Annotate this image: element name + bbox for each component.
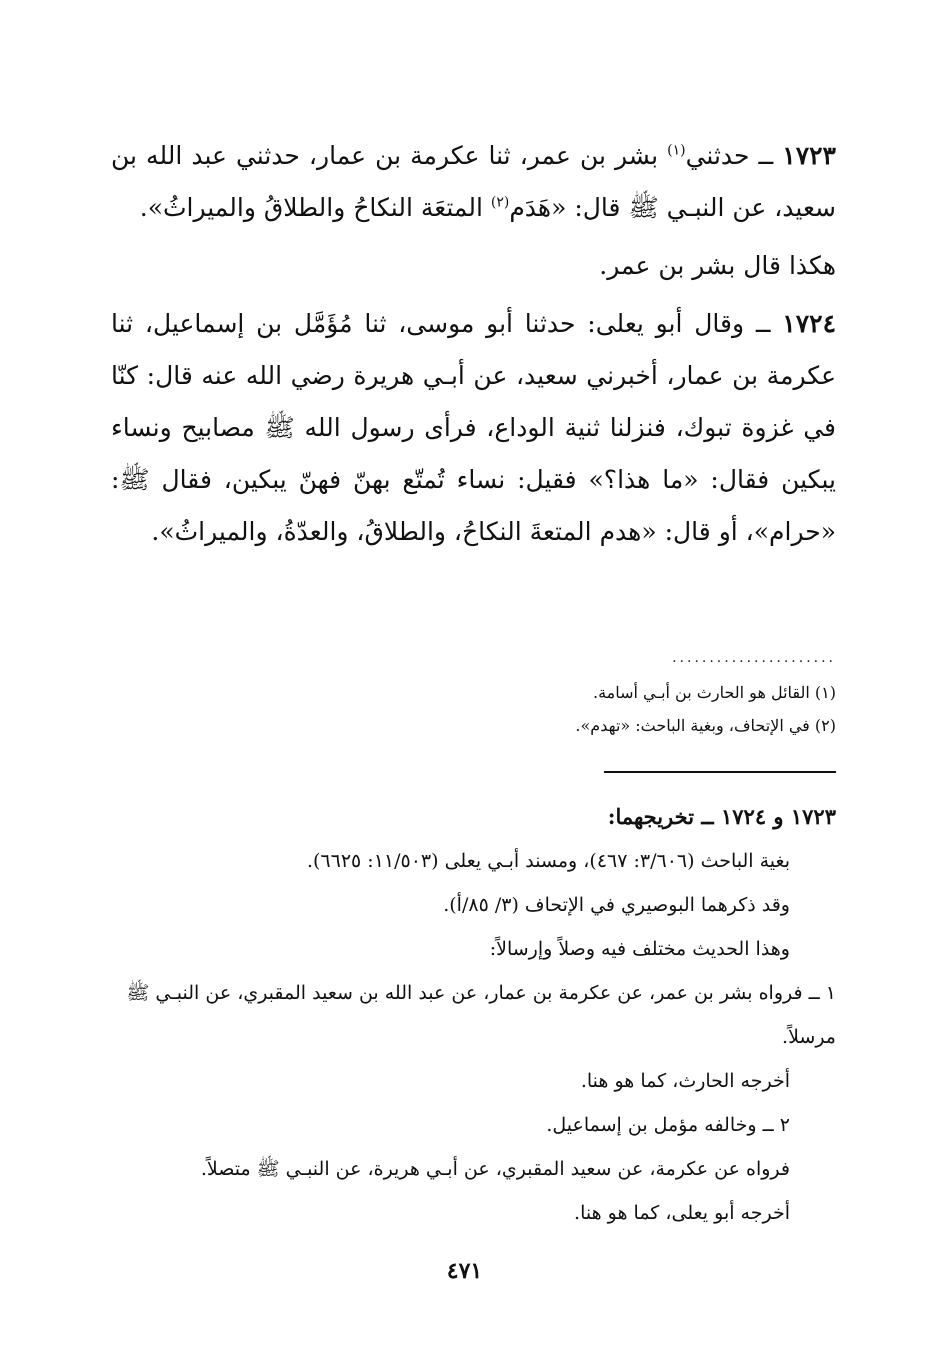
hadith-text: ــ وقال أبو يعلى: حدثنا أبو موسى، ثنا مُؤَمَّل بن إسماعيل، ثنا عكرمة بن عمار، أخبرني سعيد، عن أبـي هريرة رضي الله عنه قال: كنّا في غزوة تبوك، فنزلنا ثنية الوداع، فرأى رسول الله ﷺ مصابيح ونساء يبكين فقال: «ما هذا؟» فقيل: نساء تُمتّع بهنّ فهنّ يبكين، فقال ﷺ: «حرام»، أو قال: «هدم المتعةَ النكاحُ، والطلاقُ، والعدّةُ، والميراثُ». [111, 309, 836, 546]
takhrij-line: بغية الباحث (٣/٦٠٦: ٤٦٧)، ومسند أبـي يعلى (١١/٥٠٣: ٦٦٢٥). [306, 850, 790, 872]
hadith-text: المتعَة النكاحُ والطلاقُ والميراثُ». [139, 193, 491, 222]
takhrij-item: ١ ــ فرواه بشر بن عمر، عن عكرمة بن عمار، عن عبد الله بن سعيد المقبري، عن النبـي ﷺ مرسلاً. [126, 982, 836, 1048]
footnote: (١) القائل هو الحارث بن أبـي أسامة. [593, 683, 836, 702]
takhrij-line: وقد ذكرهما البوصيري في الإتحاف (٣/ ٨٥/أ). [443, 894, 790, 916]
hadith-text: ــ حدثني [685, 141, 783, 170]
hadith-number: ١٧٢٣ [782, 141, 836, 170]
takhrij-item: ٢ ــ وخالفه مؤمل بن إسماعيل. [546, 1114, 790, 1136]
takhrij-section [101, 795, 836, 1235]
takhrij-line: وهذا الحديث مختلف فيه وصلاً وإرسالاً: [489, 938, 790, 960]
takhrij-title: ١٧٢٣ و ١٧٢٤ ــ تخريجهما: [607, 804, 836, 829]
footnote-ref: (١) [667, 142, 686, 159]
main-text [111, 130, 836, 558]
takhrij-line: أخرجه أبو يعلى، كما هو هنا. [574, 1202, 790, 1224]
hadith-text: بشر بن عمر، ثنا عكرمة بن عمار، حدثني عبد الله بن سعيد، عن النبـي ﷺ قال: «هَدَم [111, 141, 836, 222]
footnote-separator: ...................... [672, 650, 836, 666]
hadith-1723 [111, 130, 836, 234]
takhrij-line: فرواه عن عكرمة، عن سعيد المقبري، عن أبـي هريرة، عن النبـي ﷺ متصلاً. [200, 1158, 790, 1180]
section-divider [604, 771, 836, 773]
footnote: (٢) في الإتحاف، وبغية الباحث: «تهدم». [575, 716, 836, 735]
footnotes [111, 676, 836, 742]
footnote-ref: (٢) [490, 194, 510, 211]
hadith-number: ١٧٢٤ [782, 309, 836, 338]
remark: هكذا قال بشر بن عمر. [599, 251, 836, 280]
hadith-1724 [111, 298, 836, 558]
takhrij-line: أخرجه الحارث، كما هو هنا. [580, 1070, 790, 1092]
page-number: ٤٧١ [446, 1258, 483, 1284]
